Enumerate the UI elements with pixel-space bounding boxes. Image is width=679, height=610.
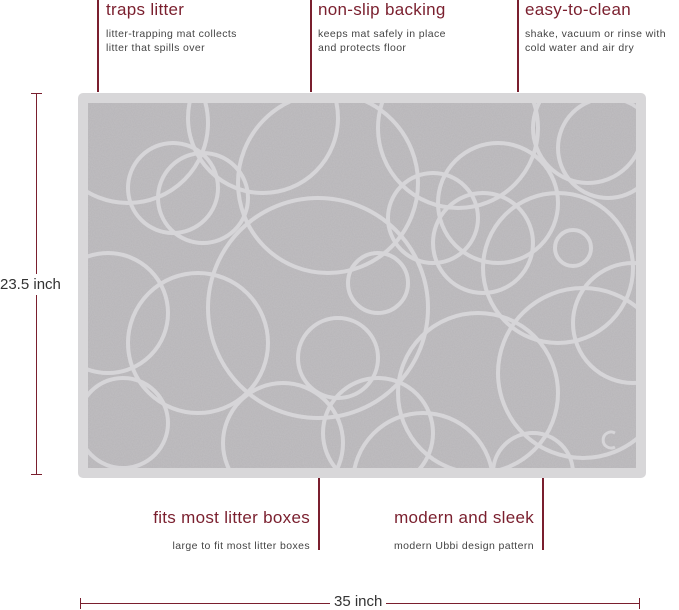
feature-non-slip	[318, 0, 446, 55]
feature-title: easy-to-clean	[525, 0, 631, 19]
feature-description	[106, 28, 237, 55]
clean-connector-line	[517, 0, 519, 92]
feature-title: fits most litter boxes	[153, 508, 310, 527]
height-tick-bottom	[31, 474, 42, 475]
feature-fits-most	[153, 508, 310, 554]
modern-connector-line	[542, 478, 544, 550]
traps-connector-line	[97, 0, 99, 92]
width-tick-right	[639, 598, 640, 609]
feature-title: traps litter	[106, 0, 185, 19]
feature-description	[525, 28, 666, 55]
desc-line: large to fit most litter boxes	[172, 540, 310, 552]
desc-line: keeps mat safely in place	[318, 28, 446, 40]
desc-line: litter that spills over	[106, 41, 206, 54]
desc-line: litter-trapping mat collects	[106, 28, 237, 40]
feature-title: non-slip backing	[318, 0, 446, 19]
height-tick-top	[31, 93, 42, 94]
fits-connector-line	[318, 478, 320, 550]
feature-description	[394, 540, 534, 554]
feature-traps-litter	[106, 0, 237, 55]
height-label: 23.5 inch	[0, 276, 61, 293]
desc-line: cold water and air dry	[525, 41, 635, 54]
desc-line: modern Ubbi design pattern	[394, 540, 534, 552]
feature-easy-to-clean	[525, 0, 666, 55]
width-tick-left	[80, 598, 81, 609]
desc-line: shake, vacuum or rinse with	[525, 28, 666, 40]
nonslip-connector-line	[310, 0, 312, 92]
feature-title: modern and sleek	[394, 508, 534, 527]
desc-line: and protects floor	[318, 41, 407, 54]
feature-description	[318, 28, 446, 55]
feature-modern-sleek	[394, 508, 534, 554]
width-label: 35 inch	[330, 593, 386, 610]
litter-mat-image	[78, 93, 646, 478]
feature-description	[153, 540, 310, 554]
